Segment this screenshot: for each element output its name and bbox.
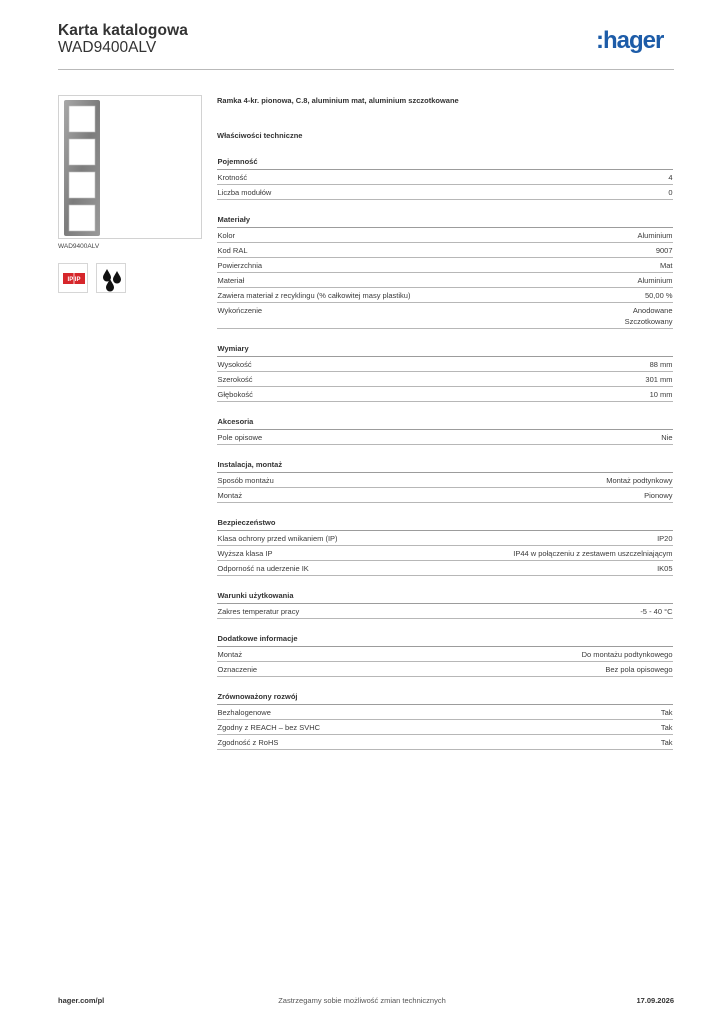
spec-value-text: -5 - 40 °C [640,606,673,616]
spec-label: Kolor [217,230,236,240]
spec-value-text: IP44 w połączeniu z zestawem uszczelniającym [513,548,673,558]
spec-value-text: Do montażu podtynkowego [581,649,673,659]
spec-value [640,606,672,617]
spec-value-text: Tak [660,707,673,717]
spec-value-text: 10 mm [649,389,673,399]
section-title: Warunki użytkowania [217,591,294,600]
spec-value-text-secondary: Szczotkowany [624,316,673,326]
header-divider [58,69,674,70]
section-title: Materiały [217,215,251,224]
spec-label: Wykończenie [217,305,263,315]
spec-value [513,548,672,559]
ip-rating-icon [58,263,88,293]
spec-value [637,230,672,241]
spec-row [217,735,673,750]
spec-row [217,531,673,546]
section-title: Pojemność [217,157,258,166]
spec-row [217,488,673,503]
spec-row [217,387,673,402]
spec-row [217,662,673,677]
spec-row [217,185,673,200]
spec-value-text: 50,00 % [644,290,673,300]
hager-logo [596,27,674,57]
spec-value-text: Tak [660,722,673,732]
spec-value [657,563,672,574]
spec-row [217,720,673,735]
spec-row [217,228,673,243]
spec-row [217,473,673,488]
section-title: Akcesoria [217,417,254,426]
technical-content [217,95,673,750]
document-title: Karta katalogowa [58,22,188,39]
product-image [58,95,202,239]
spec-label: Bezhalogenowe [217,707,271,717]
spec-section [217,459,673,503]
spec-label: Szerokość [217,374,253,384]
hager-logo-text: :hager [596,27,664,54]
spec-section [217,416,673,445]
spec-value [650,359,673,370]
spec-value-text: Mat [659,260,673,270]
image-caption: WAD9400ALV [58,243,100,250]
spec-label: Montaż [217,490,243,500]
spec-value [661,432,672,443]
footer-disclaimer: Zastrzegamy sobie możliwość zmian technicznych [278,996,446,1005]
spec-table [217,429,673,445]
spec-table [217,603,673,619]
spec-label: Materiał [217,275,245,285]
spec-value-text: 301 mm [645,374,673,384]
spec-value [661,707,673,718]
spec-value-text: Nie [661,432,673,442]
section-title: Wymiary [217,344,249,353]
spec-row [217,546,673,561]
spec-section [217,343,673,402]
spec-row [217,561,673,576]
spec-value [661,722,673,733]
spec-label: Zakres temperatur pracy [217,606,300,616]
spec-table [217,169,673,200]
spec-row [217,288,673,303]
spec-value [645,290,673,301]
spec-row [217,303,673,329]
spec-row [217,170,673,185]
product-code: WAD9400ALV [58,39,157,56]
spec-table [217,472,673,503]
spec-value-text: Anodowane [632,305,673,315]
spec-value [625,305,673,327]
spec-value [661,737,673,748]
spec-section [217,517,673,576]
product-description: Ramka 4-kr. pionowa, C.8, aluminium mat, aluminium szczotkowane [217,96,459,105]
spec-value-text: Bez pola opisowego [605,664,673,674]
spec-row [217,258,673,273]
spec-table [217,704,673,750]
spec-section [217,691,673,750]
spec-value-text: 9007 [655,245,673,255]
footer-date: 17.09.2026 [636,996,674,1005]
spec-label: Zgodny z REACH – bez SVHC [217,722,321,732]
spec-section [217,633,673,677]
spec-label: Sposób montażu [217,475,274,485]
spec-value [660,260,673,271]
spec-value [606,475,672,486]
spec-value-text: Aluminium [637,275,673,285]
spec-label: Klasa ochrony przed wnikaniem (IP) [217,533,338,543]
ip-rating-text: IP IP [67,277,81,283]
spec-value [650,389,673,400]
frame-illustration [59,96,203,240]
spec-value-text: IP20 [657,533,673,543]
spec-value-text: 88 mm [649,359,673,369]
section-title: Zrównoważony rozwój [217,692,298,701]
spec-section [217,214,673,329]
spec-table [217,356,673,402]
spec-label: Zawiera materiał z recyklingu (% całkowitej masy plastiku) [217,290,411,300]
technical-properties-title: Właściwości techniczne [217,131,303,140]
spec-table [217,646,673,677]
spec-value [582,649,673,660]
section-title: Instalacja, montaż [217,460,283,469]
spec-value [668,172,672,183]
spec-value-text: Pionowy [644,490,673,500]
spec-value [637,275,672,286]
spec-value [668,187,672,198]
spec-value-text: IK05 [657,563,673,573]
spec-label: Krotność [217,172,248,182]
spec-row [217,647,673,662]
spec-section [217,590,673,619]
spec-label: Głębokość [217,389,253,399]
spec-row [217,357,673,372]
spec-label: Wysokość [217,359,252,369]
spec-value-text: 0 [668,187,673,197]
spec-label: Liczba modułów [217,187,272,197]
spec-value-text: Montaż podtynkowy [606,475,673,485]
spec-table [217,227,673,329]
spec-value [656,245,673,256]
spec-row [217,604,673,619]
section-title: Bezpieczeństwo [217,518,276,527]
spec-label: Pole opisowe [217,432,263,442]
spec-table [217,530,673,576]
spec-label: Kod RAL [217,245,248,255]
spec-row [217,372,673,387]
spec-label: Wyższa klasa IP [217,548,273,558]
spec-label: Powierzchnia [217,260,263,270]
spec-label: Zgodność z RoHS [217,737,279,747]
spec-value [657,533,672,544]
spec-row [217,705,673,720]
spec-value-text: Aluminium [637,230,673,240]
spec-label: Oznaczenie [217,664,258,674]
spec-section [217,156,673,200]
section-title: Dodatkowe informacje [217,634,298,643]
spec-row [217,243,673,258]
spec-value [644,490,672,501]
spec-sections [217,156,673,750]
spec-row [217,273,673,288]
spec-row [217,430,673,445]
spec-value [605,664,672,675]
spec-value-text: 4 [668,172,673,182]
water-drops-icon [96,263,126,293]
spec-label: Odporność na uderzenie IK [217,563,309,573]
spec-label: Montaż [217,649,243,659]
footer-website[interactable]: hager.com/pl [58,996,105,1005]
spec-value-text: Tak [660,737,673,747]
spec-value [645,374,672,385]
